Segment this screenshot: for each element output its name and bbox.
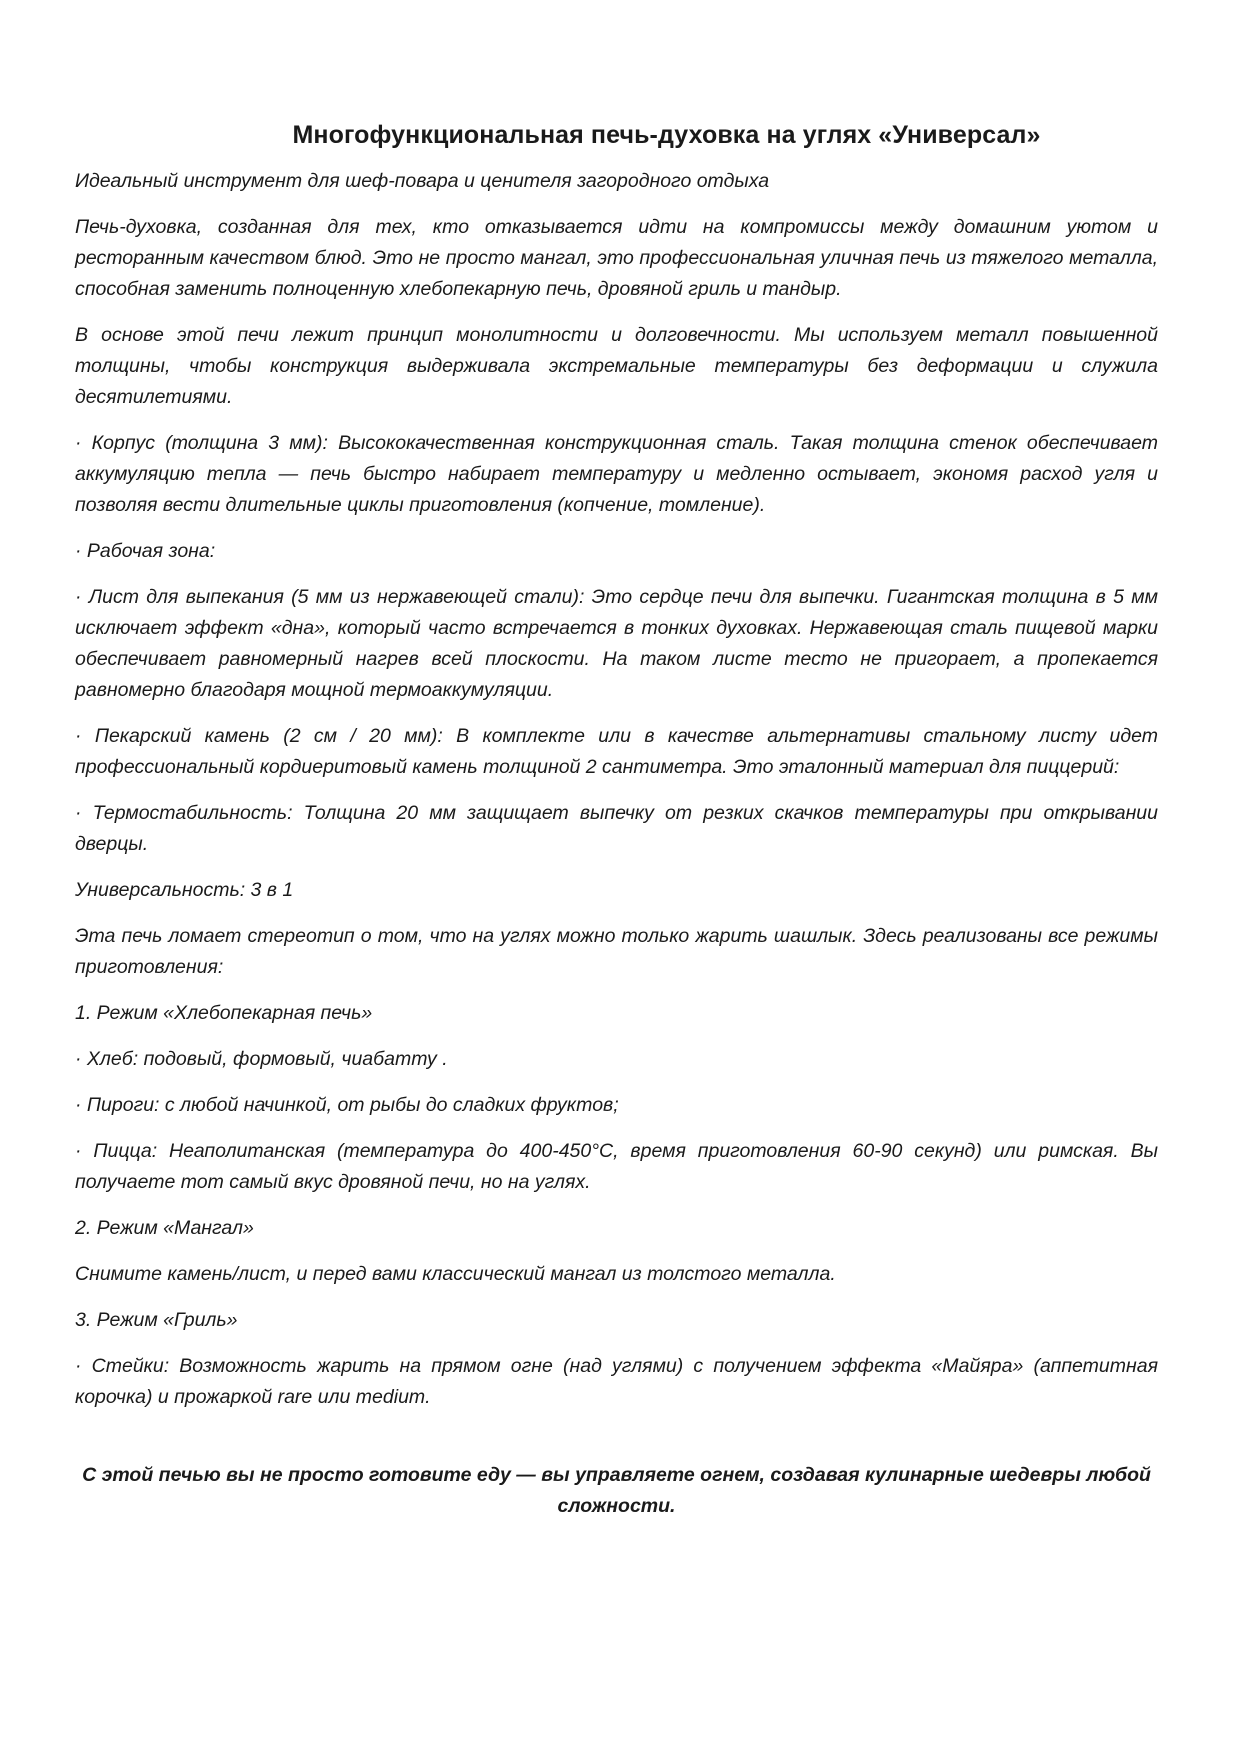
paragraph-body-spec: · Корпус (толщина 3 мм): Высококачественная конструкционная сталь. Такая толщина стенок обеспечивает аккумуляцию тепла — печь быстро набирает температуру и медленно остывает, экономя расход угля и позволяя вести длительные циклы приготовления (копчение, томление). (75, 432, 1158, 516)
paragraph-principle: В основе этой печи лежит принцип монолитности и долговечности. Мы используем металл повышенной толщины, чтобы конструкция выдерживала экстремальные температуры без деформации и служила десятилетиями. (75, 324, 1158, 408)
paragraph-stereotype: Эта печь ломает стереотип о том, что на углях можно только жарить шашлык. Здесь реализованы все режимы приготовления: (75, 925, 1158, 978)
paragraph-steaks: · Стейки: Возможность жарить на прямом огне (над углями) с получением эффекта «Майяра» (аппетитная корочка) и прожаркой rare или medium. (75, 1355, 1158, 1408)
paragraph-bread: · Хлеб: подовый, формовый, чиабатту . (75, 1048, 448, 1070)
document-title: Многофункциональная печь-духовка на углях «Универсал» (292, 121, 1041, 149)
paragraph-baking-stone: · Пекарский камень (2 см / 20 мм): В комплекте или в качестве альтернативы стальному листу идет профессиональный кордиеритовый камень толщиной 2 сантиметра. Это эталонный материал для пиццерий: (75, 725, 1158, 778)
paragraph-mangal-desc: Снимите камень/лист, и перед вами классический мангал из толстого металла. (75, 1263, 836, 1285)
paragraph-baking-sheet: · Лист для выпекания (5 мм из нержавеющей стали): Это сердце печи для выпечки. Гигантская толщина в 5 мм исключает эффект «дна», который часто встречается в тонких духовках. Нержавеющая сталь пищевой марки обеспечивает равномерный нагрев всей плоскости. На таком листе тесто не пригорает, а пропекается равномерно благодаря мощной термоаккумуляции. (75, 586, 1158, 701)
paragraph-universality: Универсальность: 3 в 1 (75, 879, 294, 901)
paragraph-mode-bakery: 1. Режим «Хлебопекарная печь» (75, 1002, 373, 1024)
closing-statement: С этой печью вы не просто готовите еду — вы управляете огнем, создавая кулинарные шедевры любой сложности. (82, 1464, 1151, 1517)
paragraph-pizza: · Пицца: Неаполитанская (температура до 400-450°C, время приготовления 60-90 секунд) или римская. Вы получаете тот самый вкус дровяной печи, но на углях. (75, 1140, 1158, 1193)
paragraph-intro: Печь-духовка, созданная для тех, кто отказывается идти на компромиссы между домашним уютом и ресторанным качеством блюд. Это не просто мангал, это профессиональная уличная печь из тяжелого металла, способная заменить полноценную хлебопекарную печь, дровяной гриль и тандыр. (75, 216, 1158, 300)
paragraph-mode-mangal: 2. Режим «Мангал» (75, 1217, 254, 1239)
paragraph-mode-grill: 3. Режим «Гриль» (75, 1309, 238, 1331)
document-subtitle: Идеальный инструмент для шеф-повара и ценителя загородного отдыха (75, 170, 770, 192)
paragraph-pies: · Пироги: с любой начинкой, от рыбы до сладких фруктов; (75, 1094, 619, 1116)
paragraph-work-zone: · Рабочая зона: (75, 540, 216, 562)
paragraph-thermostability: · Термостабильность: Толщина 20 мм защищает выпечку от резких скачков температуры при открывании дверцы. (75, 802, 1158, 855)
